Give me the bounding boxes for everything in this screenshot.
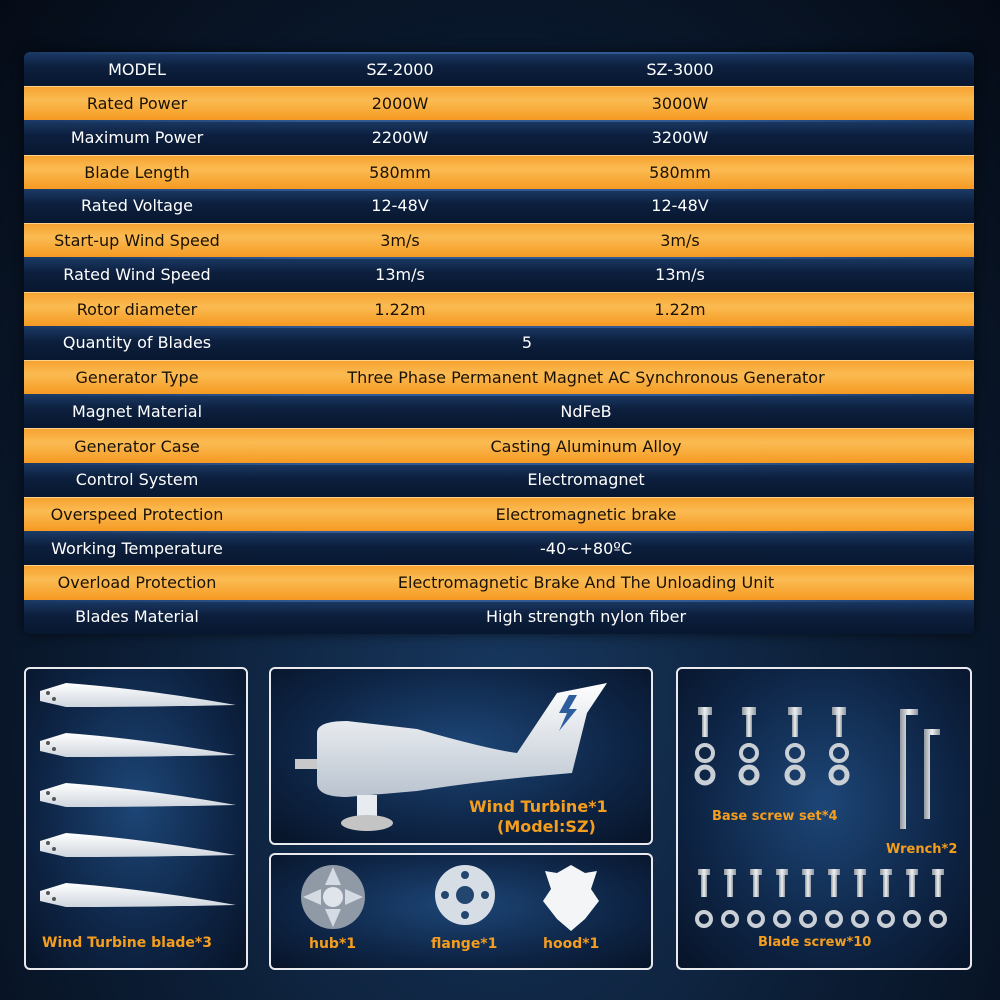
row-label: Rotor diameter [76,299,198,319]
table-row [24,292,974,326]
row-label: Working Temperature [51,538,223,558]
base-flange-icon [341,815,393,831]
row-value: Three Phase Permanent Magnet AC Synchronous Generator [347,368,825,388]
turbine-body-icon [317,683,607,797]
table-row [24,565,974,599]
base-bolt-icon [697,707,713,783]
base-bolt-icon [831,707,847,783]
shaft-icon [295,759,317,769]
row-label: Overload Protection [57,573,217,593]
flange-caption: flange*1 [431,936,498,952]
table-row [24,189,974,223]
row-label: Control System [75,470,199,490]
header-sz2000: SZ-2000 [366,59,434,79]
hardware-panel [676,667,972,970]
table-row [24,360,974,394]
row-value-a: 2000W [371,94,429,114]
row-label: Rated Power [86,94,188,114]
row-value-b: 12-48V [651,196,709,216]
table-row [24,428,974,462]
blades-panel [24,667,248,970]
row-value: Casting Aluminum Alloy [490,436,682,456]
row-value: Electromagnetic brake [495,504,677,524]
table-row [24,497,974,531]
header-sz3000: SZ-3000 [646,59,714,79]
row-value-b: 580mm [649,162,711,182]
row-value-b: 13m/s [655,264,705,284]
row-label: Overspeed Protection [50,504,224,524]
table-row [24,120,974,154]
blades-caption: Wind Turbine blade*3 [42,935,212,951]
row-value: High strength nylon fiber [485,607,687,627]
table-header-row [24,52,974,86]
blade-screw-set-icon [698,869,944,897]
row-label: Rated Voltage [81,196,193,216]
blade-icon [40,783,236,807]
blade-screw-caption: Blade screw*10 [758,935,872,950]
row-value: NdFeB [560,401,612,421]
base-bolt-icon [787,707,803,783]
table-row [24,326,974,360]
turbine-caption: Wind Turbine*1 [469,797,608,816]
row-label: Rated Wind Speed [63,264,211,284]
spec-table [24,52,974,634]
table-row [24,155,974,189]
blade-icon [40,883,236,907]
hood-icon [543,865,599,931]
blade-icon [40,833,236,857]
blades-illustration [26,669,246,929]
row-value-a: 13m/s [375,264,425,284]
table-row [24,394,974,428]
row-value: Electromagnet [527,470,645,490]
table-row [24,257,974,291]
row-label: Start-up Wind Speed [54,231,220,251]
hub-icon [301,865,365,929]
row-value-a: 1.22m [374,299,426,319]
table-row [24,463,974,497]
row-value-b: 3200W [651,128,709,148]
blade-icon [40,683,236,707]
header-model: MODEL [108,59,166,79]
row-value: -40~+80ºC [539,538,632,558]
row-value-b: 3m/s [660,231,700,251]
flange-icon [435,865,495,925]
parts-illustration [271,859,651,939]
hood-caption: hood*1 [543,936,600,952]
row-value: 5 [521,333,533,353]
table-row [24,600,974,634]
blade-icon [40,733,236,757]
base-screw-caption: Base screw set*4 [712,809,838,824]
row-value-a: 2200W [371,128,429,148]
wrench-icon [900,709,940,829]
row-label: Magnet Material [71,401,203,421]
blade-nut-set-icon [697,912,945,926]
row-label: Blades Material [75,607,199,627]
turbine-model-caption: (Model:SZ) [497,817,596,836]
row-label: Quantity of Blades [62,333,212,353]
yaw-post-icon [357,795,377,817]
table-row [24,223,974,257]
row-label: Maximum Power [70,128,204,148]
parts-panel [269,853,653,970]
row-label: Generator Case [74,436,200,456]
wrench-caption: Wrench*2 [886,842,958,857]
row-value-a: 3m/s [380,231,420,251]
row-value: Electromagnetic Brake And The Unloading Unit [397,573,775,593]
row-label: Blade Length [84,162,190,182]
row-label: Generator Type [75,368,199,388]
row-value-a: 12-48V [371,196,429,216]
base-bolt-icon [741,707,757,783]
turbine-panel [269,667,653,845]
row-value-a: 580mm [369,162,431,182]
row-value-b: 1.22m [654,299,706,319]
row-value-b: 3000W [651,94,709,114]
table-row [24,531,974,565]
table-row [24,86,974,120]
hub-caption: hub*1 [309,936,357,952]
